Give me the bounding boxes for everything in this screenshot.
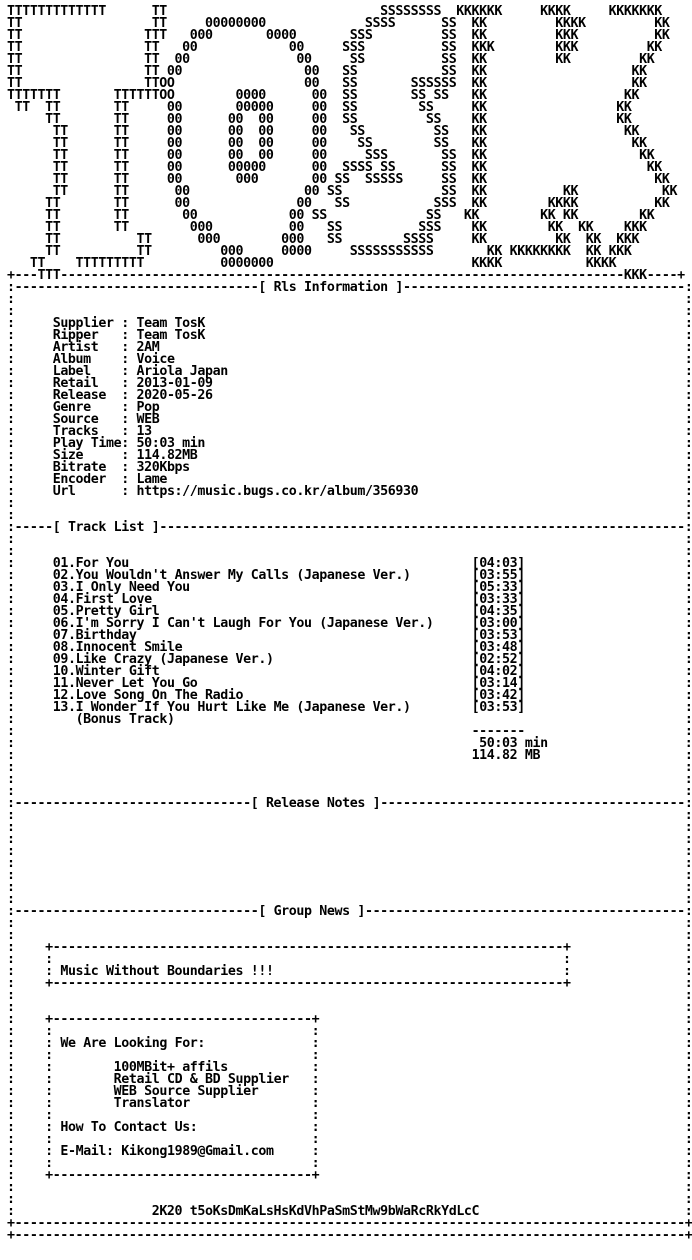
logo-line: TT TT 00 00 SS SS KK KK KK xyxy=(7,184,678,199)
track-number: 11 xyxy=(52,676,68,691)
section-info-title: Rls Information xyxy=(273,280,388,295)
logo-line: TT TT 00 000 00 SS SSSSS SS KK KK xyxy=(7,172,670,187)
logo-line: TT TT 00 00 00 00 SS SS KK KK xyxy=(7,136,647,151)
track-number: 08 xyxy=(52,640,68,655)
logo-line: TT TT 00 00 00 00 SS SS KK KK xyxy=(7,112,632,127)
info-value: 50:03 min xyxy=(136,436,206,451)
logo-line: TT TTTTTTTTT 0000000 KKKK KKKK xyxy=(7,256,617,271)
info-key: Tracks xyxy=(52,424,122,439)
logo-line: TTTTTTTTTTTTT TT SSSSSSSS KKKKKK KKKK KKKKKKK xyxy=(7,4,662,19)
total-time: 50:03 min xyxy=(479,736,548,751)
logo-line: TT TT 00 00 SSS SS KKK KKK KK xyxy=(7,40,662,55)
recruit-item: 100MBit+ affils xyxy=(113,1060,228,1075)
logo-line: TT TT 00 00 00 00 SSS SS KK KK xyxy=(7,148,655,163)
track-title: For You xyxy=(75,556,129,571)
info-value: Lame xyxy=(136,472,167,487)
info-value: 13 xyxy=(136,424,152,439)
track-time: [03:42] xyxy=(471,688,525,703)
track-title: Like Crazy (Japanese Ver.) xyxy=(75,652,274,667)
info-key: Label xyxy=(52,364,122,379)
track-title: Birthday xyxy=(75,628,137,643)
info-value: 320Kbps xyxy=(136,460,190,475)
info-value: WEB xyxy=(136,412,160,427)
section-notes-title: Release Notes xyxy=(265,796,365,811)
track-time: [03:48] xyxy=(471,640,525,655)
contact-heading: How To Contact Us: xyxy=(60,1120,198,1135)
email-address: Kikong1989@Gmail.com xyxy=(121,1144,274,1159)
track-title: I'm Sorry I Can't Laugh For You (Japanese Ver.) xyxy=(75,616,434,631)
track-title: Winter Gift xyxy=(75,664,160,679)
track-time: [04:03] xyxy=(471,556,525,571)
track-time: [03:00] xyxy=(471,616,525,631)
info-value: 2020-05-26 xyxy=(136,388,213,403)
recruit-heading: We Are Looking For: xyxy=(60,1036,206,1051)
track-note: (Bonus Track) xyxy=(75,712,175,727)
track-number: 02 xyxy=(52,568,68,583)
info-key: Album xyxy=(52,352,122,367)
recruit-item: WEB Source Supplier xyxy=(113,1084,259,1099)
track-time: [04:02] xyxy=(471,664,525,679)
info-key: Supplier xyxy=(52,316,122,331)
track-title: Innocent Smile xyxy=(75,640,183,655)
track-time: [03:33] xyxy=(471,592,525,607)
logo-line: TT TT TT 00 00000 00 SS SS KK KK xyxy=(7,100,632,115)
logo-line: TT TT 000 000 SS SSSS KK KK KK KKK xyxy=(7,232,640,247)
track-title: First Love xyxy=(75,592,152,607)
track-number: 05 xyxy=(52,604,68,619)
track-time: [04:35] xyxy=(471,604,525,619)
track-time: [03:53] xyxy=(471,628,525,643)
logo-line: TT TT 00 00 SS SS KK KK KK xyxy=(7,52,655,67)
track-title: Never Let You Go xyxy=(75,676,198,691)
info-key: Artist xyxy=(52,340,122,355)
info-value: 114.82MB xyxy=(136,448,198,463)
info-value: 2013-01-09 xyxy=(136,376,213,391)
logo-line: TT TT 000 0000 SSSSSSSSSSS KK KKKKKKKK KK KKK xyxy=(7,244,632,259)
logo-line: TT TT 00 00 SS SS KK KK xyxy=(7,64,647,79)
track-time: [03:55] xyxy=(471,568,525,583)
info-value: 2AM xyxy=(136,340,160,355)
info-key: Release xyxy=(52,388,122,403)
track-number: 01 xyxy=(52,556,68,571)
recruit-item: Translator xyxy=(113,1096,190,1111)
info-value: Ariola Japan xyxy=(136,364,228,379)
logo-line: TTTTTTT TTTTTTOO 0000 00 SS SS SS KK KK xyxy=(7,88,640,103)
track-number: 10 xyxy=(52,664,68,679)
logo-line: TT TTT 000 0000 SSS SS KK KKK KK xyxy=(7,28,670,43)
info-value: https://music.bugs.co.kr/album/356930 xyxy=(136,484,419,499)
track-time: [05:33] xyxy=(471,580,525,595)
nfo-text: TTTTTTTTTTTTT TT SSSSSSSS KKKKKK KKKK KKKKKKK TT TT 00000000 SSSS SS KK KKKK KK TT TTT 000 0000 SSS SS KK KKK KK TT TT 00 00 SSS SS KKK KKK KK TT TT 00 00 SS SS KK KK KK TT TT 00 00 SS SS KK KK TT TTOO 00 SS SSSSSS KK KK TTTTTTT TTTTTTOO 0000 00 SS SS SS KK KK TT TT TT 00 00000 00 SS SS KK KK TT TT 00 00 00 00 SS SS KK KK TT TT 00 00 00 00 SS SS KK KK TT TT 00 00 00 00 SS SS KK KK TT TT 00 00 00 00 SSS SS KK KK TT TT 00 00000 00 SSSS SS SS KK KK TT TT 00 000 00 SS SSSSS SS KK KK TT TT 00 00 SS SS KK KK KK TT TT 00 00 SS SSS KK KKKK KK TT TT 00 00 SS SS KK KK KK KK TT TT 000 00 SS SSS KK KK KK KKK TT TT 000 000 SS SSSS KK KK KK KKK TT TT 000 0000 SSSSSSSSSSS KK KKKKKKKK KK KKK TT TTTTTTTTT 0000000 KKKK KKKK +---TTT--------------------------------------------------------------------------KKK----+ :--------------------------------[ Rls Information ]-------------------------------------: : : : : : Supplier : Team TosK : : Ripper : Team TosK : : Artist : 2AM : : Album : Voice : : Label : Ariola Japan : : Retail : 2013-01-09 : : Release : 2020-05-26 : : Genre : Pop : : Source : WEB : : Tracks : 13 : : Play Time: 50:03 min : : Size : 114.82MB : : Bitrate : 320Kbps : : Encoder : Lame : : Url : https://music.bugs.co.kr/album/356930 : : : : : :-----[ Track List ]---------------------------------------------------------------------: : : : : : 01.For You [04:03] : : 02.You Wouldn't Answer My Calls (Japanese Ver.) [03:55] : : 03.I Only Need You [05:33] : : 04.First Love [03:33] : : 05.Pretty Girl [04:35] : : 06.I'm Sorry I Can't Laugh For You (Japanese Ver.) [03:00] : : 07.Birthday [03:53] : : 08.Innocent Smile [03:48] : : 09.Like Crazy (Japanese Ver.) [02:52] : : 10.Winter Gift [04:02] : : 11.Never Let You Go [03:14] : : 12.Love Song On The Radio [03:42] : : 13.I Wonder If You Hurt Like Me (Japanese Ver.) [03:53] : : (Bonus Track) : : ------- : : 50:03 min : : 114.82 MB : : : : : : : :-------------------------------[ Release Notes ]----------------------------------------: : : : : : : : : : : : : : : : : :--------------------------------[ Group News ]------------------------------------------: : : : : : +-------------------------------------------------------------------+ : : : : : : : Music Without Boundaries !!! : : : +-------------------------------------------------------------------+ : : : : : : +----------------------------------+ : : : : : : : We Are Looking For: : : : : : : : : 100MBit+ affils : : : : Retail CD & BD Supplier : : : : WEB Source Supplier : : : : Translator : : : : : : : : How To Contact Us: : : : : : : : : E-Mail: Kikong1989@Gmail.com : : : : : : : +----------------------------------+ : : : : : : 2K20 t5oKsDmKaLsHsKdVhPaSmStMw9bWaRcRkYdLcC : +----------------------------------------------------------------------------------------+ +----------------------------------------------------------------------------------------+ xyxy=(7,4,692,1243)
logo-line: TT TT 000 00 SS SSS KK KK KK KKK xyxy=(7,220,647,235)
section-tracks-title: Track List xyxy=(67,520,145,535)
info-key: Source xyxy=(52,412,122,427)
track-number: 03 xyxy=(52,580,68,595)
track-time: [03:14] xyxy=(471,676,525,691)
track-title: I Only Need You xyxy=(75,580,190,595)
track-number: 06 xyxy=(52,616,68,631)
info-key: Url xyxy=(52,484,122,499)
logo-line: TT TT 00 00 SS SS KK KK KK KK xyxy=(7,208,655,223)
track-number: 04 xyxy=(52,592,68,607)
track-title: Love Song On The Radio xyxy=(75,688,244,703)
logo-line: TT TT 00000000 SSSS SS KK KKKK KK xyxy=(7,16,670,31)
email-label: E-Mail: xyxy=(60,1144,114,1159)
section-news-title: Group News xyxy=(273,904,350,919)
track-time: [03:53] xyxy=(471,700,525,715)
total-size: 114.82 MB xyxy=(471,748,541,763)
track-time: [02:52] xyxy=(471,652,525,667)
info-value: Pop xyxy=(136,400,160,415)
info-value: Team TosK xyxy=(136,316,206,331)
footer-signature: 2K20 t5oKsDmKaLsHsKdVhPaSmStMw9bWaRcRkYdLcC xyxy=(151,1204,480,1219)
info-value: Team TosK xyxy=(136,328,206,343)
motto: Music Without Boundaries !!! xyxy=(60,964,274,979)
logo-line: TT TT 00 00000 00 SSSS SS SS KK KK xyxy=(7,160,662,175)
info-key: Bitrate xyxy=(52,460,122,475)
track-number: 12 xyxy=(52,688,68,703)
info-key: Retail xyxy=(52,376,122,391)
info-key: Play Time xyxy=(52,436,122,451)
track-number: 07 xyxy=(52,628,68,643)
info-key: Ripper xyxy=(52,328,122,343)
logo-line: TT TT 00 00 00 00 SS SS KK KK xyxy=(7,124,640,139)
info-key: Size xyxy=(52,448,122,463)
track-number: 13 xyxy=(52,700,68,715)
track-number: 09 xyxy=(52,652,68,667)
logo-line: TT TTOO 00 SS SSSSSS KK KK xyxy=(7,76,647,91)
track-title: I Wonder If You Hurt Like Me (Japanese Ver.) xyxy=(75,700,411,715)
logo-line: TT TT 00 00 SS SSS KK KKKK KK xyxy=(7,196,670,211)
info-value: Voice xyxy=(136,352,175,367)
info-key: Genre xyxy=(52,400,122,415)
info-key: Encoder xyxy=(52,472,122,487)
track-title: You Wouldn't Answer My Calls (Japanese Ver.) xyxy=(75,568,411,583)
recruit-item: Retail CD & BD Supplier xyxy=(113,1072,289,1087)
track-title: Pretty Girl xyxy=(75,604,160,619)
